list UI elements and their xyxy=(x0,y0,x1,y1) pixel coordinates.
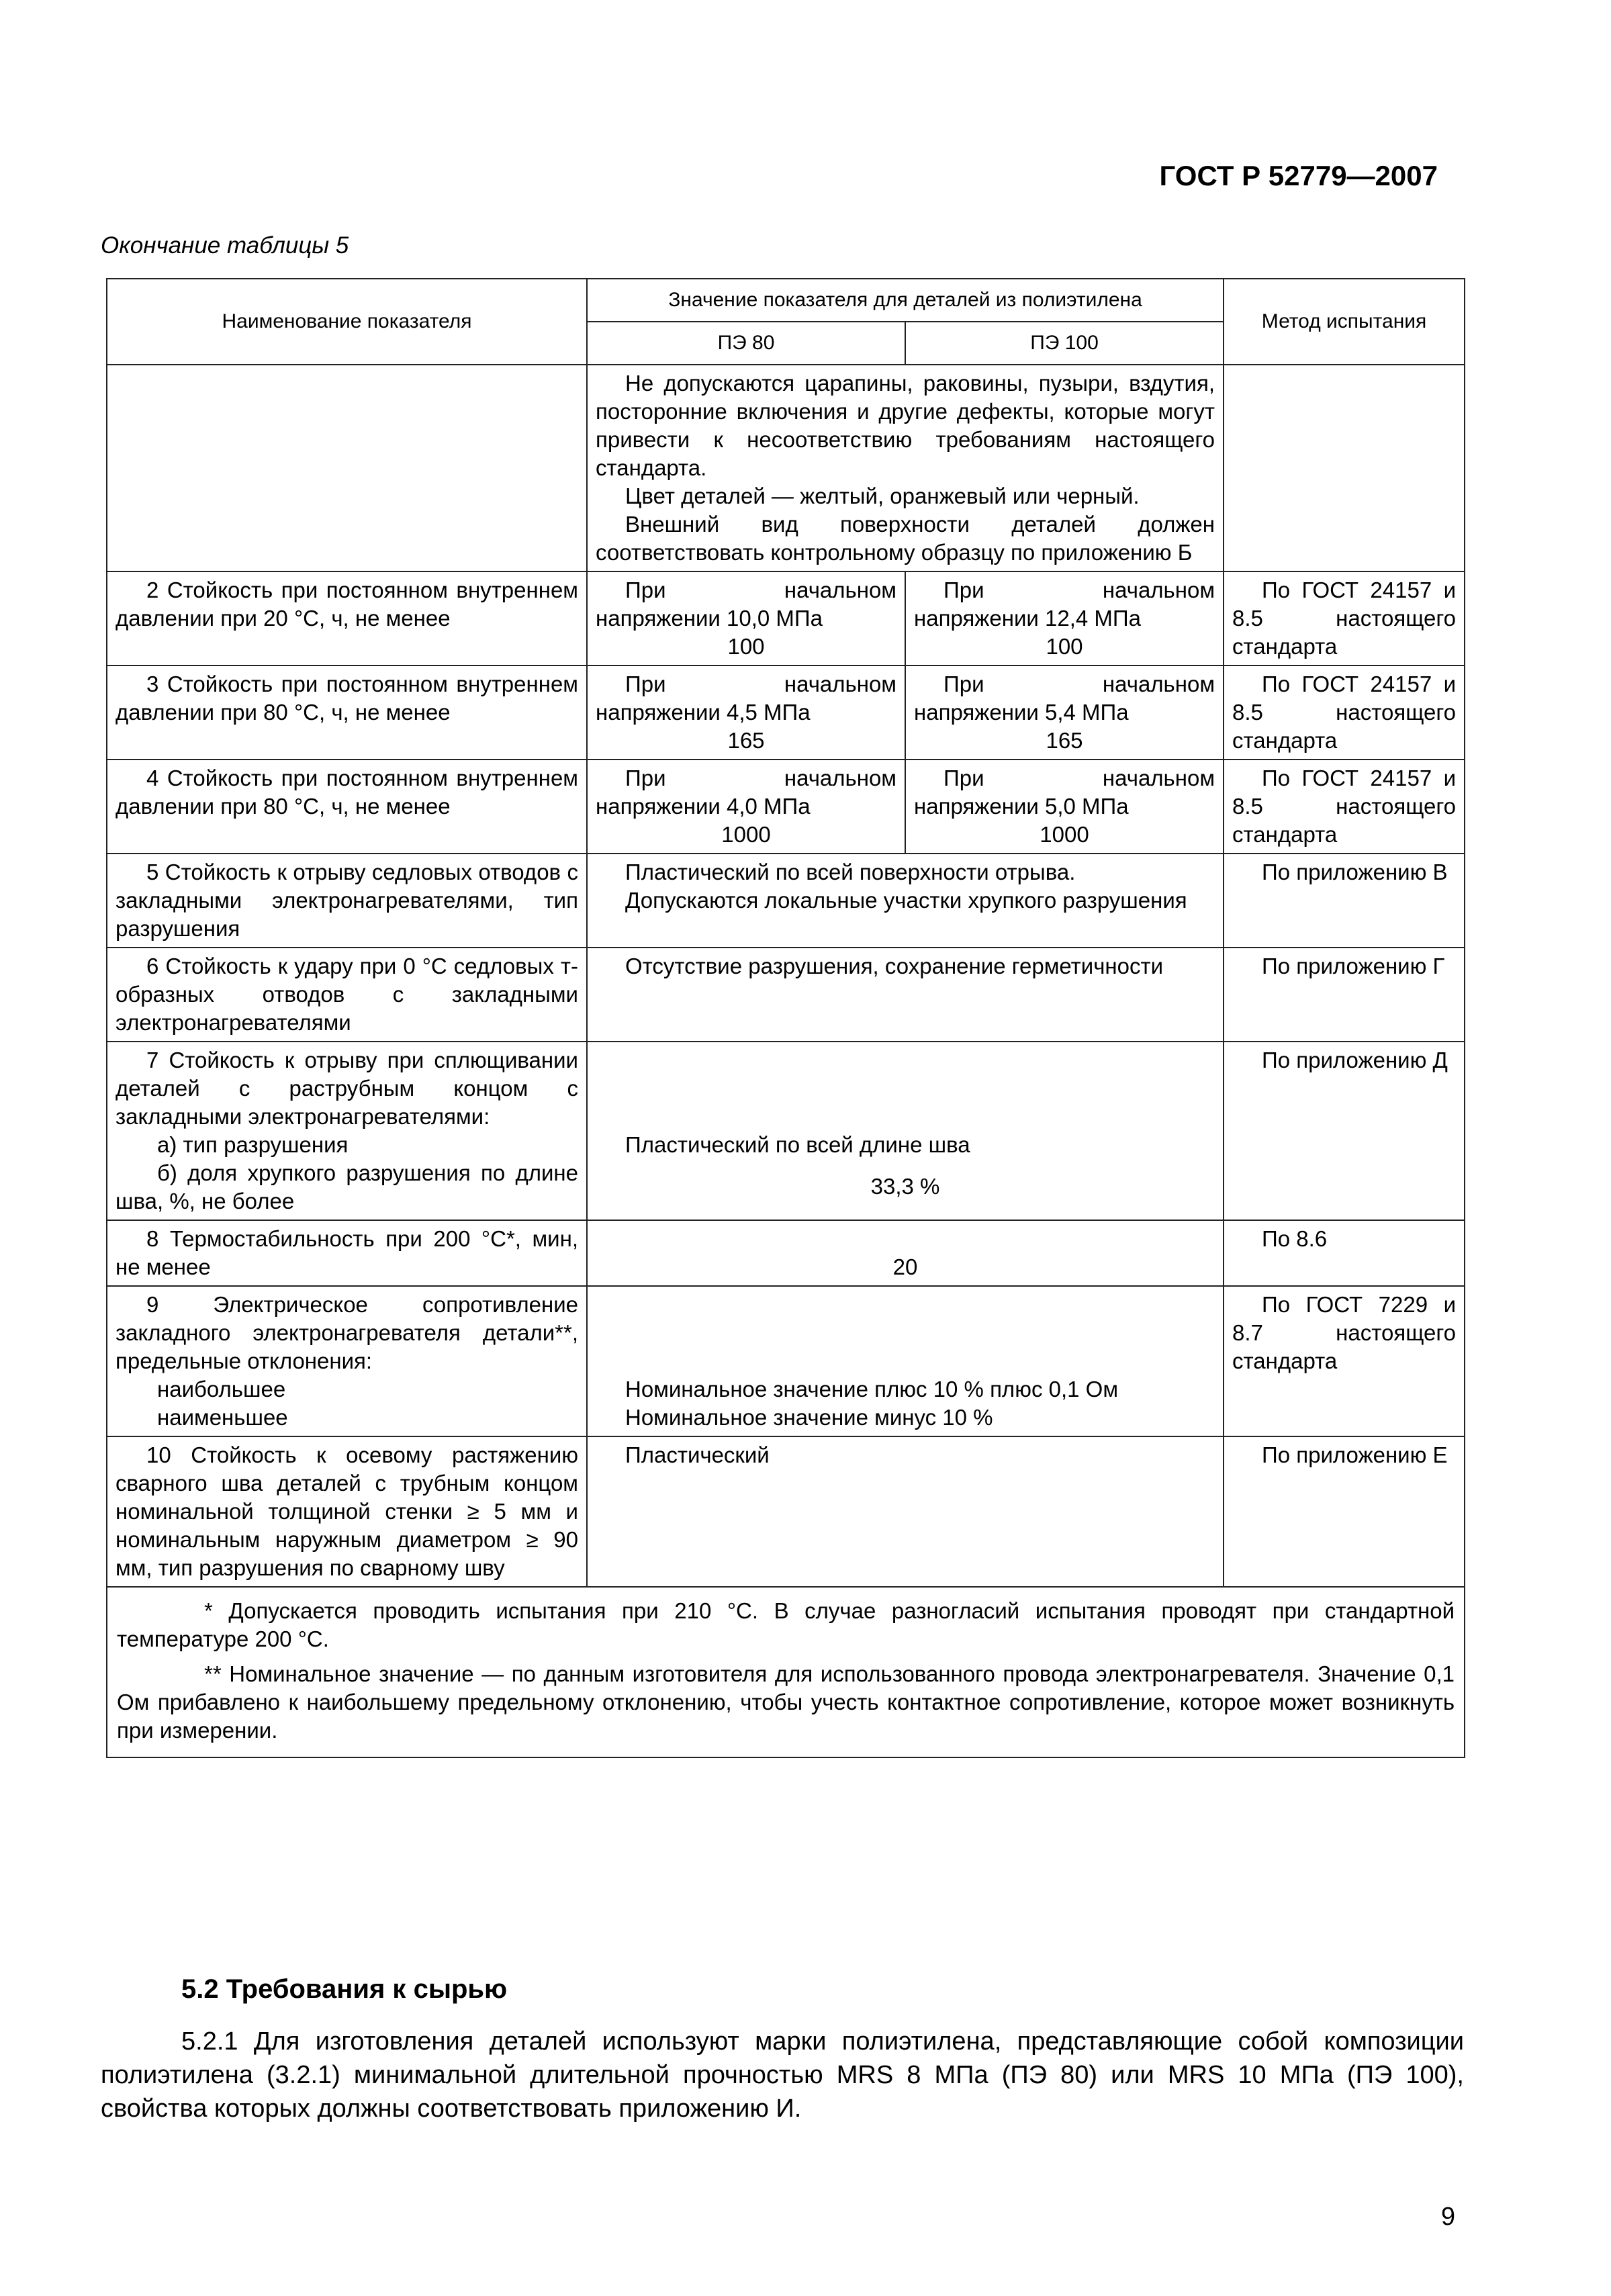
row4-pe100-value: 1000 xyxy=(1040,822,1089,847)
row2-method: По ГОСТ 24157 и 8.5 настоящего стандарта xyxy=(1224,571,1465,665)
row5-value-line-1: Пластический по всей поверхности отрыва. xyxy=(625,860,1076,884)
row2-pe100-value: 100 xyxy=(1046,634,1083,659)
table-notes xyxy=(107,1587,1465,1757)
row3-name: 3 Стойкость при постоянном внутреннем давлении при 80 °С, ч, не менее xyxy=(107,665,587,760)
table-row xyxy=(107,665,1465,760)
section-paragraph: 5.2.1 Для изготовления деталей используют марки полиэтилена, представляющие собой композиции полиэтилена (3.2.1) минимальной длительной прочностью MRS 8 МПа (ПЭ 80) или MRS 10 МПа (ПЭ 100), свойства которых должны соответствовать приложению И. xyxy=(101,2027,1464,2123)
row9-name-cell xyxy=(107,1286,587,1436)
standard-code: ГОСТ Р 52779—2007 xyxy=(1159,160,1438,191)
row2-pe80-value: 100 xyxy=(727,634,765,659)
row8-name: 8 Термостабильность при 200 °С*, мин, не менее xyxy=(107,1220,587,1286)
table-row xyxy=(107,1286,1465,1436)
row2-pe100-cond: При начальном напряжении 12,4 МПа xyxy=(914,578,1215,631)
row9-value-max: Номинальное значение плюс 10 % плюс 0,1 Ом xyxy=(625,1377,1119,1402)
row3-pe100-cond: При начальном напряжении 5,4 МПа xyxy=(914,672,1215,725)
table-row xyxy=(107,1220,1465,1286)
row4-pe80-cond: При начальном напряжении 4,0 МПа xyxy=(596,766,896,819)
row4-name: 4 Стойкость при постоянном внутреннем давлении при 80 °С, ч, не менее xyxy=(107,760,587,854)
row3-pe100-value: 165 xyxy=(1046,728,1083,753)
row9-value xyxy=(587,1286,1224,1436)
row3-pe80-value: 165 xyxy=(727,728,765,753)
row7-sub-b: б) доля хрупкого разрушения по длине шва, %, не более xyxy=(116,1160,578,1213)
row9-value-min: Номинальное значение минус 10 % xyxy=(625,1405,993,1430)
row6-method: По приложению Г xyxy=(1224,948,1465,1042)
row3-pe100 xyxy=(905,665,1224,760)
row8-value: 20 xyxy=(892,1254,918,1279)
row9-sub-max: наибольшее xyxy=(157,1377,286,1402)
row7-name-cell xyxy=(107,1042,587,1220)
table-row xyxy=(107,854,1465,948)
row8-value-cell xyxy=(587,1220,1224,1286)
row8-method: По 8.6 xyxy=(1224,1220,1465,1286)
table-row xyxy=(107,1042,1465,1220)
page-number: 9 xyxy=(1440,2203,1455,2231)
row4-pe80 xyxy=(587,760,905,854)
row4-method: По ГОСТ 24157 и 8.5 настоящего стандарта xyxy=(1224,760,1465,854)
row7-value-a: Пластический по всей длине шва xyxy=(625,1132,970,1157)
row4-pe80-value: 1000 xyxy=(721,822,771,847)
row3-pe80 xyxy=(587,665,905,760)
row2-name: 2 Стойкость при постоянном внутреннем давлении при 20 °С, ч, не менее xyxy=(107,571,587,665)
row7-sub-a: а) тип разрушения xyxy=(157,1132,349,1157)
row3-pe80-cond: При начальном напряжении 4,5 МПа xyxy=(596,672,896,725)
row7-value-b: 33,3 % xyxy=(870,1174,940,1199)
row2-pe80-cond: При начальном напряжении 10,0 МПа xyxy=(596,578,896,631)
row5-value xyxy=(587,854,1224,948)
cell-method-empty xyxy=(1224,365,1465,571)
row10-value: Пластический xyxy=(587,1436,1224,1587)
col-header-method: Метод испытания xyxy=(1224,279,1465,365)
row2-pe100 xyxy=(905,571,1224,665)
table-notes-row xyxy=(107,1587,1465,1757)
row6-name: 6 Стойкость к удару при 0 °С седловых т-образных отводов с закладными электронагревателями xyxy=(107,948,587,1042)
row9-method: По ГОСТ 7229 и 8.7 настоящего стандарта xyxy=(1224,1286,1465,1436)
row4-pe100 xyxy=(905,760,1224,854)
row7-name: 7 Стойкость к отрыву при сплющивании деталей с раструбным концом с закладными электронагревателями: xyxy=(116,1048,578,1129)
col-header-pe100: ПЭ 100 xyxy=(905,322,1224,365)
table-row xyxy=(107,948,1465,1042)
row1-line-1: Не допускаются царапины, раковины, пузыри, вздутия, посторонние включения и другие дефекты, которые могут привести к несоответствию требованиям настоящего стандарта. xyxy=(596,371,1215,480)
row1-line-2: Цвет деталей — желтый, оранжевый или черный. xyxy=(625,484,1140,508)
row4-pe100-cond: При начальном напряжении 5,0 МПа xyxy=(914,766,1215,819)
col-header-pe80: ПЭ 80 xyxy=(587,322,905,365)
row5-method: По приложению В xyxy=(1224,854,1465,948)
table-row xyxy=(107,1436,1465,1587)
row2-pe80 xyxy=(587,571,905,665)
section-heading: 5.2 Требования к сырью xyxy=(181,1974,508,2004)
row9-name: 9 Электрическое сопротивление закладного электронагревателя детали**, предельные отклонения: xyxy=(116,1292,578,1373)
row9-sub-min: наименьшее xyxy=(157,1405,288,1430)
row10-name: 10 Стойкость к осевому растяжению сварного шва деталей с трубным концом номинальной толщиной стенки ≥ 5 мм и номинальным наружным диаметром ≥ 90 мм, тип разрушения по сварному шву xyxy=(107,1436,587,1587)
footnote-1: * Допускается проводить испытания при 210 °С. В случае разногласий испытания проводят при стандартной температуре 200 °С. xyxy=(117,1598,1455,1651)
footnote-2: ** Номинальное значение — по данным изготовителя для использованного провода электронагревателя. Значение 0,1 Ом прибавлено к наибольшему предельному отклонению, чтобы учесть контактное сопротивление, которое может возникнуть при измерении. xyxy=(117,1661,1455,1743)
row7-value xyxy=(587,1042,1224,1220)
table-row xyxy=(107,365,1465,571)
table-caption: Окончание таблицы 5 xyxy=(101,232,349,259)
col-header-name: Наименование показателя xyxy=(107,279,587,365)
table-row xyxy=(107,571,1465,665)
table-row xyxy=(107,760,1465,854)
row10-method: По приложению Е xyxy=(1224,1436,1465,1587)
row7-method: По приложению Д xyxy=(1224,1042,1465,1220)
table-5 xyxy=(106,278,1465,1758)
row5-value-line-2: Допускаются локальные участки хрупкого разрушения xyxy=(625,888,1187,913)
row5-name: 5 Стойкость к отрыву седловых отводов с закладными электронагревателями, тип разрушения xyxy=(107,854,587,948)
cell-value xyxy=(587,365,1224,571)
row1-line-3: Внешний вид поверхности деталей должен соответствовать контрольному образцу по приложению Б xyxy=(596,512,1215,565)
row6-value: Отсутствие разрушения, сохранение герметичности xyxy=(587,948,1224,1042)
row3-method: По ГОСТ 24157 и 8.5 настоящего стандарта xyxy=(1224,665,1465,760)
cell-name-empty xyxy=(107,365,587,571)
col-header-value-group: Значение показателя для деталей из полиэтилена xyxy=(587,279,1224,322)
